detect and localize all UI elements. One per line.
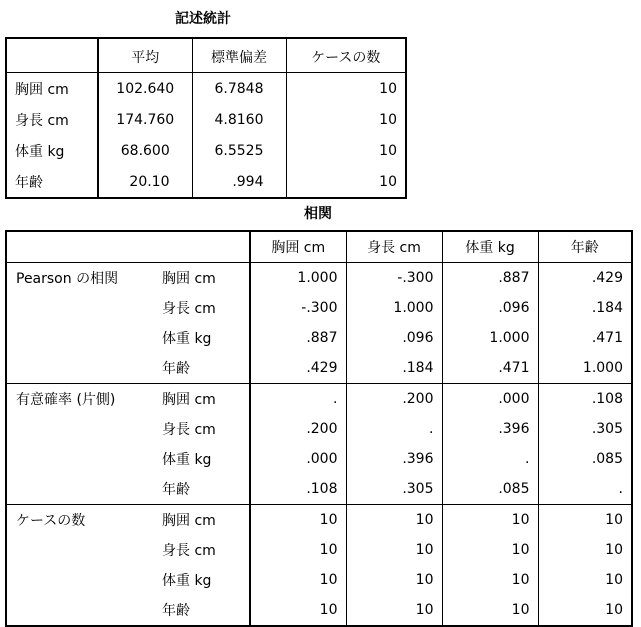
n-value: 10 xyxy=(442,535,538,565)
n-value: 10 xyxy=(346,535,442,565)
descriptive-sd-value: 6.5525 xyxy=(192,135,286,166)
correlation-row xyxy=(6,595,632,626)
n-value: 10 xyxy=(538,505,632,536)
descriptive-header-n: ケースの数 xyxy=(286,38,406,73)
significance-value: .396 xyxy=(442,414,538,444)
significance-value: .000 xyxy=(442,384,538,415)
descriptive-row-label: 身長 cm xyxy=(6,104,98,135)
n-value: 10 xyxy=(442,565,538,595)
significance-value: . xyxy=(346,414,442,444)
descriptive-mean-value: 68.600 xyxy=(98,135,192,166)
correlation-row-var: 体重 kg xyxy=(160,444,250,474)
significance-value: .108 xyxy=(538,384,632,415)
correlation-row-var: 年齢 xyxy=(160,474,250,505)
correlation-row-var: 年齢 xyxy=(160,595,250,626)
correlation-value: .184 xyxy=(346,353,442,384)
correlation-row xyxy=(6,535,632,565)
correlation-value: 1.000 xyxy=(346,293,442,323)
correlation-row xyxy=(6,353,632,384)
significance-value: .085 xyxy=(442,474,538,505)
correlation-header-row xyxy=(6,231,632,263)
correlation-row xyxy=(6,444,632,474)
n-value: 10 xyxy=(442,595,538,626)
significance-value: .305 xyxy=(346,474,442,505)
significance-value: .085 xyxy=(538,444,632,474)
correlation-group-label-empty xyxy=(6,414,160,444)
descriptive-header-corner xyxy=(6,38,98,73)
correlation-header-cell: 胸囲 cm xyxy=(250,231,346,263)
correlation-header-corner-var xyxy=(160,231,250,263)
correlation-row-var: 体重 kg xyxy=(160,565,250,595)
n-value: 10 xyxy=(250,535,346,565)
significance-value: .396 xyxy=(346,444,442,474)
correlation-value: .471 xyxy=(538,323,632,353)
significance-value: .200 xyxy=(250,414,346,444)
correlation-row xyxy=(6,293,632,323)
descriptive-row xyxy=(6,166,406,198)
correlation-header-cell: 年齢 xyxy=(538,231,632,263)
correlation-group-label-empty xyxy=(6,353,160,384)
correlation-value: -.300 xyxy=(250,293,346,323)
descriptive-table xyxy=(5,37,407,199)
descriptive-title: 記述統計 xyxy=(175,11,231,27)
descriptive-mean-value: 20.10 xyxy=(98,166,192,198)
correlation-row-var: 身長 cm xyxy=(160,535,250,565)
correlation-header-cell: 体重 kg xyxy=(442,231,538,263)
correlation-group-label: Pearson の相関 xyxy=(16,271,119,287)
descriptive-row xyxy=(6,104,406,135)
correlation-row-var: 体重 kg xyxy=(160,323,250,353)
descriptive-n-value: 10 xyxy=(286,104,406,135)
descriptive-row-label: 胸囲 cm xyxy=(6,73,98,105)
correlation-header-corner xyxy=(6,231,160,263)
correlation-group-label-empty xyxy=(6,595,160,626)
correlation-group-label-empty xyxy=(6,474,160,505)
descriptive-header-mean: 平均 xyxy=(98,38,192,73)
correlation-group-label-empty xyxy=(6,535,160,565)
correlation-row-var: 胸囲 cm xyxy=(160,384,250,415)
significance-value: .200 xyxy=(346,384,442,415)
correlation-row xyxy=(6,474,632,505)
descriptive-n-value: 10 xyxy=(286,166,406,198)
correlation-row xyxy=(6,505,632,536)
correlation-value: .887 xyxy=(250,323,346,353)
descriptive-mean-value: 174.760 xyxy=(98,104,192,135)
correlation-row xyxy=(6,263,632,294)
descriptive-n-value: 10 xyxy=(286,73,406,105)
correlation-group-label: 有意確率 (片側) xyxy=(6,384,160,415)
descriptive-row-label: 体重 kg xyxy=(6,135,98,166)
correlation-value: .429 xyxy=(538,263,632,294)
significance-value: .305 xyxy=(538,414,632,444)
n-value: 10 xyxy=(442,505,538,536)
correlation-row-var: 年齢 xyxy=(160,353,250,384)
descriptive-row xyxy=(6,135,406,166)
correlation-row xyxy=(6,414,632,444)
correlation-row xyxy=(6,565,632,595)
n-value: 10 xyxy=(538,595,632,626)
correlation-value: .887 xyxy=(442,263,538,294)
descriptive-header-sd: 標準偏差 xyxy=(192,38,286,73)
correlation-value: .429 xyxy=(250,353,346,384)
n-value: 10 xyxy=(250,565,346,595)
descriptive-sd-value: 4.8160 xyxy=(192,104,286,135)
n-value: 10 xyxy=(538,535,632,565)
correlation-value: .471 xyxy=(442,353,538,384)
correlation-value: .096 xyxy=(346,323,442,353)
significance-value: . xyxy=(250,384,346,415)
correlation-group-label-empty xyxy=(6,444,160,474)
significance-value: .000 xyxy=(250,444,346,474)
correlation-value: 1.000 xyxy=(442,323,538,353)
correlation-header-cell: 身長 cm xyxy=(346,231,442,263)
correlation-group-label: ケースの数 xyxy=(6,505,160,536)
n-value: 10 xyxy=(538,565,632,595)
correlation-value: -.300 xyxy=(346,263,442,294)
correlation-value: .096 xyxy=(442,293,538,323)
correlation-group-label-empty xyxy=(6,293,160,323)
correlation-row-var: 胸囲 cm xyxy=(160,263,250,294)
n-value: 10 xyxy=(346,565,442,595)
n-value: 10 xyxy=(346,505,442,536)
correlation-group-label-empty xyxy=(6,323,160,353)
descriptive-n-value: 10 xyxy=(286,135,406,166)
correlation-table xyxy=(5,230,633,627)
descriptive-sd-value: .994 xyxy=(192,166,286,198)
correlation-row-var: 胸囲 cm xyxy=(160,505,250,536)
n-value: 10 xyxy=(346,595,442,626)
correlation-row-var: 身長 cm xyxy=(160,293,250,323)
significance-value: . xyxy=(538,474,632,505)
correlation-row xyxy=(6,384,632,415)
correlation-value: .184 xyxy=(538,293,632,323)
correlation-title: 相関 xyxy=(304,206,332,222)
correlation-group-label-empty xyxy=(6,565,160,595)
n-value: 10 xyxy=(250,595,346,626)
descriptive-sd-value: 6.7848 xyxy=(192,73,286,105)
significance-value: . xyxy=(442,444,538,474)
correlation-row xyxy=(6,323,632,353)
descriptive-header-row xyxy=(6,38,406,73)
descriptive-row xyxy=(6,73,406,105)
n-value: 10 xyxy=(250,505,346,536)
descriptive-mean-value: 102.640 xyxy=(98,73,192,105)
correlation-value: 1.000 xyxy=(538,353,632,384)
descriptive-row-label: 年齢 xyxy=(6,166,98,198)
significance-value: .108 xyxy=(250,474,346,505)
correlation-value: 1.000 xyxy=(250,263,346,294)
correlation-row-var: 身長 cm xyxy=(160,414,250,444)
